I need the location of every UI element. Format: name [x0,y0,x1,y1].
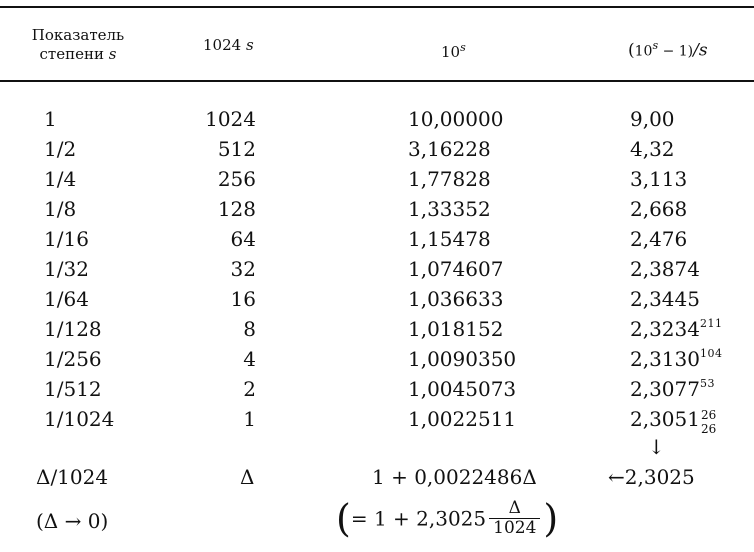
cell-ratio-diff-stack [700,407,722,436]
header-exponent-line2: степени [39,45,104,63]
cell-ratio [630,317,722,341]
cell-power: 1,77828 [408,167,491,191]
cell-ratio: 2,3445 [630,287,700,311]
cell-ratio [630,377,715,401]
header-exponent [18,26,138,64]
cell-power: 3,16228 [408,137,491,161]
cell-exponent: 1/256 [44,347,102,371]
cell-power: 1,018152 [408,317,504,341]
cell-ratio-diff: 104 [699,347,723,360]
header-count-value: 1024 [203,36,242,54]
header-ratio-base: 10 [634,43,653,60]
limit-condition: (Δ → 0) [36,509,109,533]
header-power-base: 10 [441,43,461,61]
cell-power: 1,036633 [408,287,504,311]
cell-count: 8 [243,317,256,341]
cell-exponent: 1/1024 [44,407,115,431]
cell-ratio-diff-lower: 26 [700,422,717,436]
cell-count: 4 [243,347,256,371]
header-count [203,36,254,55]
expr-text: = 1 + 2,3025 [350,506,487,531]
limit-expression [336,494,558,544]
header-power-exp: s [460,41,466,54]
cell-exponent: 1/512 [44,377,102,401]
cell-exponent: 1/2 [44,137,77,161]
cell-ratio [630,347,722,371]
header-bottom-rule [0,80,754,82]
open-paren: ( [336,496,351,541]
arrow-down-icon: ↓ [648,435,665,459]
cell-count: Δ [240,465,255,489]
close-paren: ) [543,496,559,541]
cell-ratio [630,407,722,436]
cell-power: 1,33352 [408,197,491,221]
cell-exponent: 1/4 [44,167,77,191]
cell-ratio-value: 2,3234 [630,317,700,341]
cell-power: 1,074607 [408,257,504,281]
cell-ratio-value: 2,3130 [630,347,700,371]
header-ratio [628,36,708,62]
cell-exponent: 1/128 [44,317,102,341]
cell-count: 256 [217,167,256,191]
cell-count: 32 [230,257,256,281]
cell-ratio: 9,00 [630,107,675,131]
cell-exponent: Δ/1024 [36,465,109,489]
header-exponent-var: s [108,45,117,63]
cell-exponent: 1/16 [44,227,89,251]
cell-count: 1 [243,407,256,431]
cell-count: 2 [243,377,256,401]
cell-count: 16 [230,287,256,311]
cell-power: 1 + 0,0022486Δ [372,465,537,489]
cell-count: 512 [217,137,256,161]
cell-power: 1,0045073 [408,377,517,401]
fraction-denominator: 1024 [489,518,540,538]
cell-ratio: ←2,3025 [608,465,695,489]
cell-power: 1,0090350 [408,347,517,371]
header-power [441,38,466,62]
fraction-numerator: Δ [508,498,521,518]
cell-exponent: 1/32 [44,257,89,281]
cell-ratio-value: 2,3077 [630,377,700,401]
fraction [489,499,540,538]
cell-ratio-diff-upper: 26 [700,408,717,422]
cell-ratio: 2,476 [630,227,688,251]
cell-count: 128 [217,197,256,221]
cell-ratio-diff: 53 [699,377,715,390]
cell-count: 64 [230,227,256,251]
cell-exponent: 1/8 [44,197,77,221]
table-top-rule [0,6,754,8]
cell-power: 1,0022511 [408,407,517,431]
cell-power: 10,00000 [408,107,504,131]
header-ratio-open: ( [628,40,635,61]
header-exponent-line1: Показатель [31,26,125,44]
cell-exponent: 1/64 [44,287,89,311]
cell-ratio: 2,3874 [630,257,700,281]
header-ratio-div: /s [693,40,708,61]
cell-ratio: 4,32 [630,137,675,161]
cell-ratio-diff: 211 [699,317,723,330]
header-ratio-exp: s [652,39,659,52]
cell-count: 1024 [205,107,256,131]
cell-ratio: 3,113 [630,167,688,191]
header-ratio-rest: − 1) [658,43,694,60]
cell-ratio-value: 2,3051 [630,407,700,431]
header-count-var: s [245,36,254,54]
cell-exponent: 1 [44,107,57,131]
cell-ratio: 2,668 [630,197,688,221]
cell-power: 1,15478 [408,227,491,251]
